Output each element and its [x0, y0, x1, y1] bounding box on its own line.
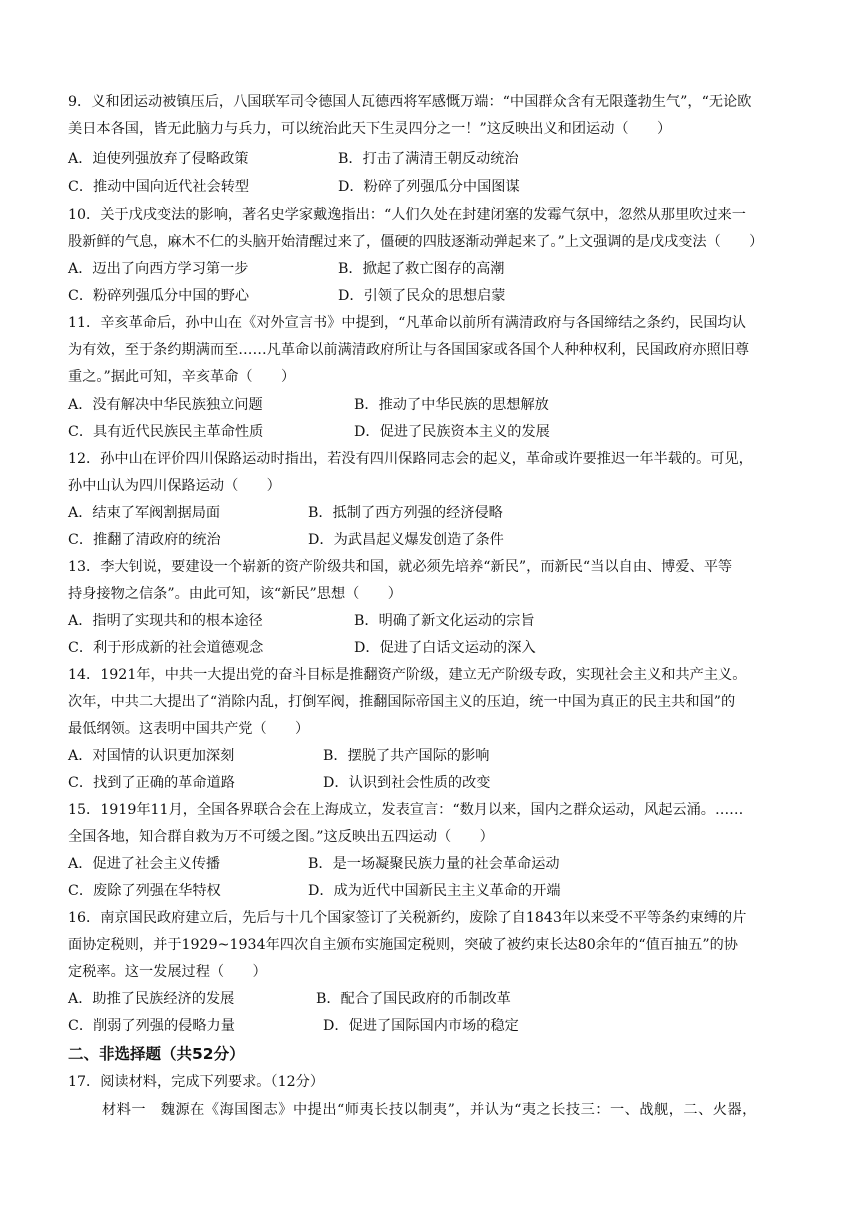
- q15-option-a[interactable]: A．促进了社会主义传播: [68, 856, 221, 872]
- question-13-line-2: 持身接物之信条”。由此可知，该“新民”思想（ ）: [68, 586, 402, 602]
- q16-option-d[interactable]: D．促进了国际国内市场的稳定: [323, 1018, 519, 1034]
- question-14-line-2: 次年，中共二大提出了“消除内乱，打倒军阀，推翻国际帝国主义的压迫，统一中国为真正的民主共和国”的: [68, 694, 736, 710]
- q11-option-a[interactable]: A．没有解决中华民族独立问题: [68, 397, 263, 413]
- q10-option-a[interactable]: A．迈出了向西方学习第一步: [68, 261, 249, 277]
- q13-option-b[interactable]: B．明确了新文化运动的宗旨: [354, 613, 535, 629]
- question-13-line-1: 13．李大钊说，要建设一个崭新的资产阶级共和国，就必须先培养“新民”，而新民“当以自由、博爱、平等: [68, 559, 733, 575]
- q12-option-c[interactable]: C．推翻了清政府的统治: [68, 532, 221, 548]
- q14-option-a[interactable]: A．对国情的认识更加深刻: [68, 748, 235, 764]
- question-16-line-2: 面协定税则，并于1929~1934年四次自主颁布实施国定税则，突破了被约束长达80余年的“值百抽五”的协: [68, 937, 738, 953]
- question-9-line-2: 美日本各国，皆无此脑力与兵力，可以统治此天下生灵四分之一！”这反映出义和团运动（ ）: [68, 121, 672, 137]
- q16-option-b[interactable]: B．配合了国民政府的币制改革: [316, 991, 511, 1007]
- q11-option-c[interactable]: C．具有近代民族民主革命性质: [68, 424, 264, 440]
- material-1-text: 材料一 魏源在《海国图志》中提出“师夷长技以制夷”，并认为“夷之长技三：一、战舰，二、火器，: [102, 1102, 757, 1118]
- q9-option-b[interactable]: B．打击了满清王朝反动统治: [338, 151, 519, 167]
- q13-option-a[interactable]: A．指明了实现共和的根本途径: [68, 613, 263, 629]
- q10-option-c[interactable]: C．粉碎列强瓜分中国的野心: [68, 288, 250, 304]
- q12-option-a[interactable]: A．结束了军阀割据局面: [68, 505, 221, 521]
- question-11-line-3: 重之。”据此可知，辛亥革命（ ）: [68, 369, 296, 385]
- q12-option-d[interactable]: D．为武昌起义爆发创造了条件: [308, 532, 504, 548]
- q15-option-b[interactable]: B．是一场凝聚民族力量的社会革命运动: [308, 856, 560, 872]
- section-2-heading: 二、非选择题（共52分）: [68, 1045, 245, 1063]
- question-10-line-1: 10．关于戊戌变法的影响，著名史学家戴逸指出：“人们久处在封建闭塞的发霉气氛中，忽然从那里吹过来一: [68, 207, 746, 223]
- question-12-line-2: 孙中山认为四川保路运动（ ）: [68, 478, 281, 494]
- q9-option-c[interactable]: C．推动中国向近代社会转型: [68, 179, 250, 195]
- question-9-line-1: 9．义和团运动被镇压后，八国联军司令德国人瓦德西将军感慨万端：“中国群众含有无限蓬勃生气”，“无论欧: [68, 94, 752, 110]
- q12-option-b[interactable]: B．抵制了西方列强的经济侵略: [308, 505, 503, 521]
- question-17-prompt: 17．阅读材料，完成下列要求。（12分）: [68, 1074, 325, 1090]
- question-11-line-1: 11．辛亥革命后，孙中山在《对外宣言书》中提到，“凡革命以前所有满清政府与各国缔结之条约，民国均认: [68, 315, 746, 331]
- q9-option-d[interactable]: D．粉碎了列强瓜分中国图谋: [338, 179, 520, 195]
- q16-option-c[interactable]: C．削弱了列强的侵略力量: [68, 1018, 235, 1034]
- q10-option-b[interactable]: B．掀起了救亡图存的高潮: [338, 261, 505, 277]
- q15-option-d[interactable]: D．成为近代中国新民主主义革命的开端: [308, 883, 561, 899]
- question-16-line-1: 16．南京国民政府建立后，先后与十几个国家签订了关税新约，废除了自1843年以来受不平等条约束缚的片: [68, 910, 747, 926]
- q11-option-b[interactable]: B．推动了中华民族的思想解放: [354, 397, 549, 413]
- question-15-line-1: 15．1919年11月，全国各界联合会在上海成立，发表宣言：“数月以来，国内之群众运动，风起云涌。……: [68, 802, 744, 818]
- question-10-line-2: 股新鲜的气息，麻木不仁的头脑开始清醒过来了，僵硬的四肢逐渐动弹起来了。”上文强调的是戊戌变法（ ）: [68, 234, 764, 250]
- question-15-line-2: 全国各地，知合群自救为万不可缓之图。”这反映出五四运动（ ）: [68, 829, 494, 845]
- q14-option-d[interactable]: D．认识到社会性质的改变: [323, 775, 491, 791]
- question-11-line-2: 为有效，至于条约期满而至……凡革命以前满清政府所让与各国国家或各国个人种种权利，民国政府亦照旧尊: [68, 342, 750, 358]
- question-12-line-1: 12．孙中山在评价四川保路运动时指出，若没有四川保路同志会的起义，革命或许要推迟一年半载的。可见，: [68, 451, 753, 467]
- question-14-line-3: 最低纲领。这表明中国共产党（ ）: [68, 721, 310, 737]
- q15-option-c[interactable]: C．废除了列强在华特权: [68, 883, 221, 899]
- q11-option-d[interactable]: D．促进了民族资本主义的发展: [354, 424, 550, 440]
- q9-option-a[interactable]: A．迫使列强放弃了侵略政策: [68, 151, 249, 167]
- q14-option-c[interactable]: C．找到了正确的革命道路: [68, 775, 235, 791]
- q13-option-c[interactable]: C．利于形成新的社会道德观念: [68, 640, 264, 656]
- q16-option-a[interactable]: A．助推了民族经济的发展: [68, 991, 235, 1007]
- question-16-line-3: 定税率。这一发展过程（ ）: [68, 964, 267, 980]
- question-14-line-1: 14．1921年，中共一大提出党的奋斗目标是推翻资产阶级，建立无产阶级专政，实现社会主义和共产主义。: [68, 667, 747, 683]
- q13-option-d[interactable]: D．促进了白话文运动的深入: [354, 640, 536, 656]
- q14-option-b[interactable]: B．摆脱了共产国际的影响: [323, 748, 490, 764]
- q10-option-d[interactable]: D．引领了民众的思想启蒙: [338, 288, 506, 304]
